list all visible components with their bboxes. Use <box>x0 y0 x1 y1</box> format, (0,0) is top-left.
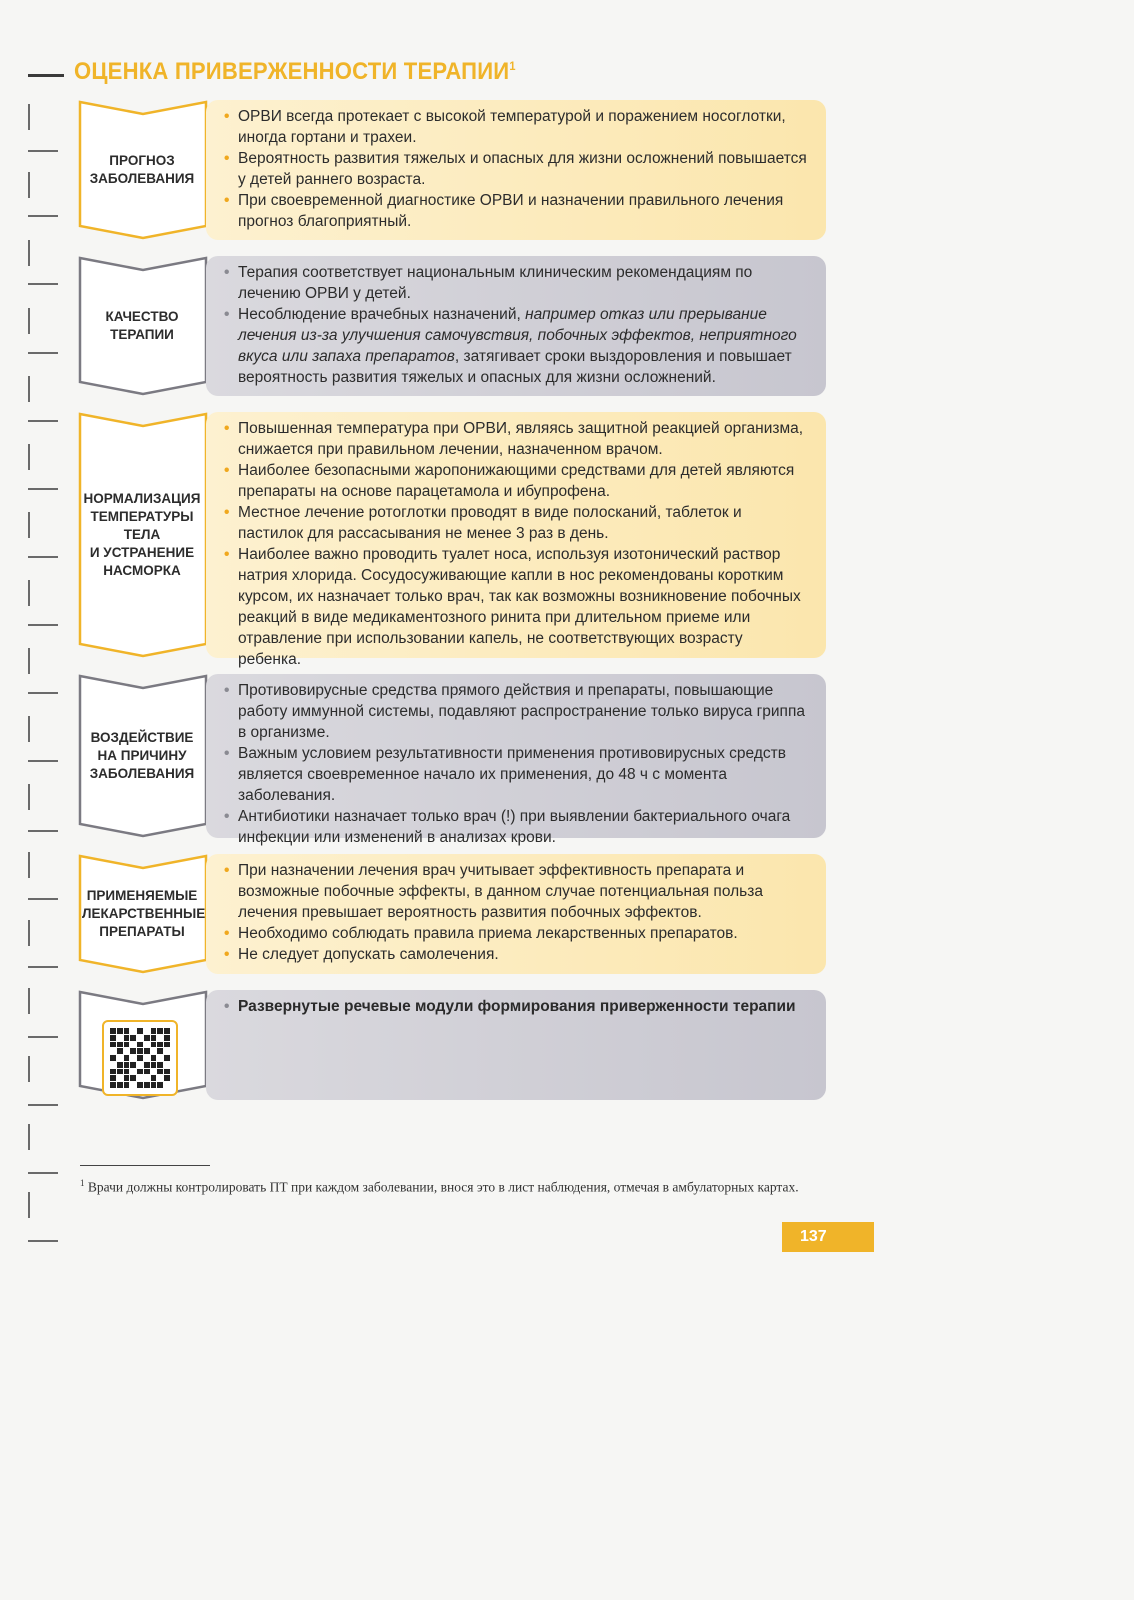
list-item: • При своевременной диагностике ОРВИ и назначении правильного лечения прогноз благоприятный. <box>220 190 808 232</box>
section-label-frame <box>78 100 208 240</box>
section-content <box>206 256 826 396</box>
list-item: • Важным условием результативности применения противовирусных средств является своевременное начало их применения, до 48 ч с момента заболевания. <box>220 743 808 806</box>
list-item: • Не следует допускать самолечения. <box>220 944 808 965</box>
list-item: • Антибиотики назначает только врач (!) при выявлении бактериального очага инфекции или изменений в анализах крови. <box>220 806 808 848</box>
list-item: • При назначении лечения врач учитывает эффективность препарата и возможные побочные эффекты, в данном случае потенциальная польза лечения превышает вероятность развития побочных эффектов. <box>220 860 808 923</box>
list-item: • Развернутые речевые модули формирования приверженности терапии <box>220 996 808 1017</box>
list-item: • Местное лечение ротоглотки проводят в виде полосканий, таблеток и пастилок для рассасывания не менее 3 раз в день. <box>220 502 808 544</box>
qr-code-icon[interactable] <box>102 1020 178 1096</box>
section-label-frame <box>78 412 208 658</box>
section-content <box>206 412 826 668</box>
section-label: ПРОГНОЗ ЗАБОЛЕВАНИЯ <box>89 153 195 186</box>
title-rule <box>28 74 64 77</box>
list-item: • Вероятность развития тяжелых и опасных для жизни осложнений повышается у детей раннего возраста. <box>220 148 808 190</box>
page-number: 137 <box>782 1222 874 1252</box>
list-item: • Терапия соответствует национальным клиническим рекомендациям по лечению ОРВИ у детей. <box>220 262 808 304</box>
section-label: НОРМАЛИЗАЦИЯ ТЕМПЕРАТУРЫ ТЕЛА И УСТРАНЕНИЕ НАСМОРКА <box>83 491 201 578</box>
section-content <box>206 100 826 240</box>
section-content <box>206 854 826 974</box>
section-label: ПРИМЕНЯЕМЫЕ ЛЕКАРСТВЕННЫЕ ПРЕПАРАТЫ <box>82 888 206 939</box>
section-content <box>206 990 826 1100</box>
section-label: КАЧЕСТВО ТЕРАПИИ <box>105 309 179 342</box>
list-item: • Необходимо соблюдать правила приема лекарственных препаратов. <box>220 923 808 944</box>
section-temperature <box>78 412 826 668</box>
list-item: • Наиболее важно проводить туалет носа, используя изотонический раствор натрия хлорида. Сосудосуживающие капли в нос рекомендованы коротким курсом, их назначает только врач, так как возможны возникновение побочных реакций в виде медикаментозного ринита при длительном приеме или отравление при использовании капель, не соответствующих возрасту ребенка. <box>220 544 808 670</box>
list-item: • ОРВИ всегда протекает с высокой температурой и поражением носоглотки, иногда гортани и трахеи. <box>220 106 808 148</box>
section-label: ВОЗДЕЙСТВИЕ НА ПРИЧИНУ ЗАБОЛЕВАНИЯ <box>89 730 195 781</box>
list-item: • Повышенная температура при ОРВИ, являясь защитной реакцией организма, снижается при правильном лечении, назначенном врачом. <box>220 418 808 460</box>
section-prognosis <box>78 100 826 240</box>
list-item: • Противовирусные средства прямого действия и препараты, повышающие работу иммунной системы, подавляют распространение только вируса гриппа в организме. <box>220 680 808 743</box>
binding-margin <box>28 0 68 1260</box>
list-item: • Наиболее безопасными жаропонижающими средствами для детей являются препараты на основе парацетамола и ибупрофена. <box>220 460 808 502</box>
section-label-frame <box>78 256 208 396</box>
footnote-rule <box>80 1165 210 1166</box>
section-content <box>206 674 826 846</box>
section-cause <box>78 674 826 846</box>
list-item: • Несоблюдение врачебных назначений, например отказ или прерывание лечения из-за улучшения самочувствия, побочных эффектов, неприятного вкуса или запаха препаратов, затягивает сроки выздоровления и повышает вероятность развития тяжелых и опасных для жизни осложнений. <box>220 304 808 388</box>
section-therapy-quality <box>78 256 826 396</box>
section-label-frame <box>78 854 208 974</box>
section-label-frame <box>78 990 208 1100</box>
section-speech-modules <box>78 990 826 1100</box>
page-title: ОЦЕНКА ПРИВЕРЖЕННОСТИ ТЕРАПИИ$^1$ <box>74 58 516 85</box>
footnote: $^1$ Врачи должны контролировать ПТ при каждом заболевании, внося это в лист наблюдения, отмечая в амбулаторных картах. <box>80 1178 799 1195</box>
section-label-frame <box>78 674 208 838</box>
section-medications <box>78 854 826 974</box>
